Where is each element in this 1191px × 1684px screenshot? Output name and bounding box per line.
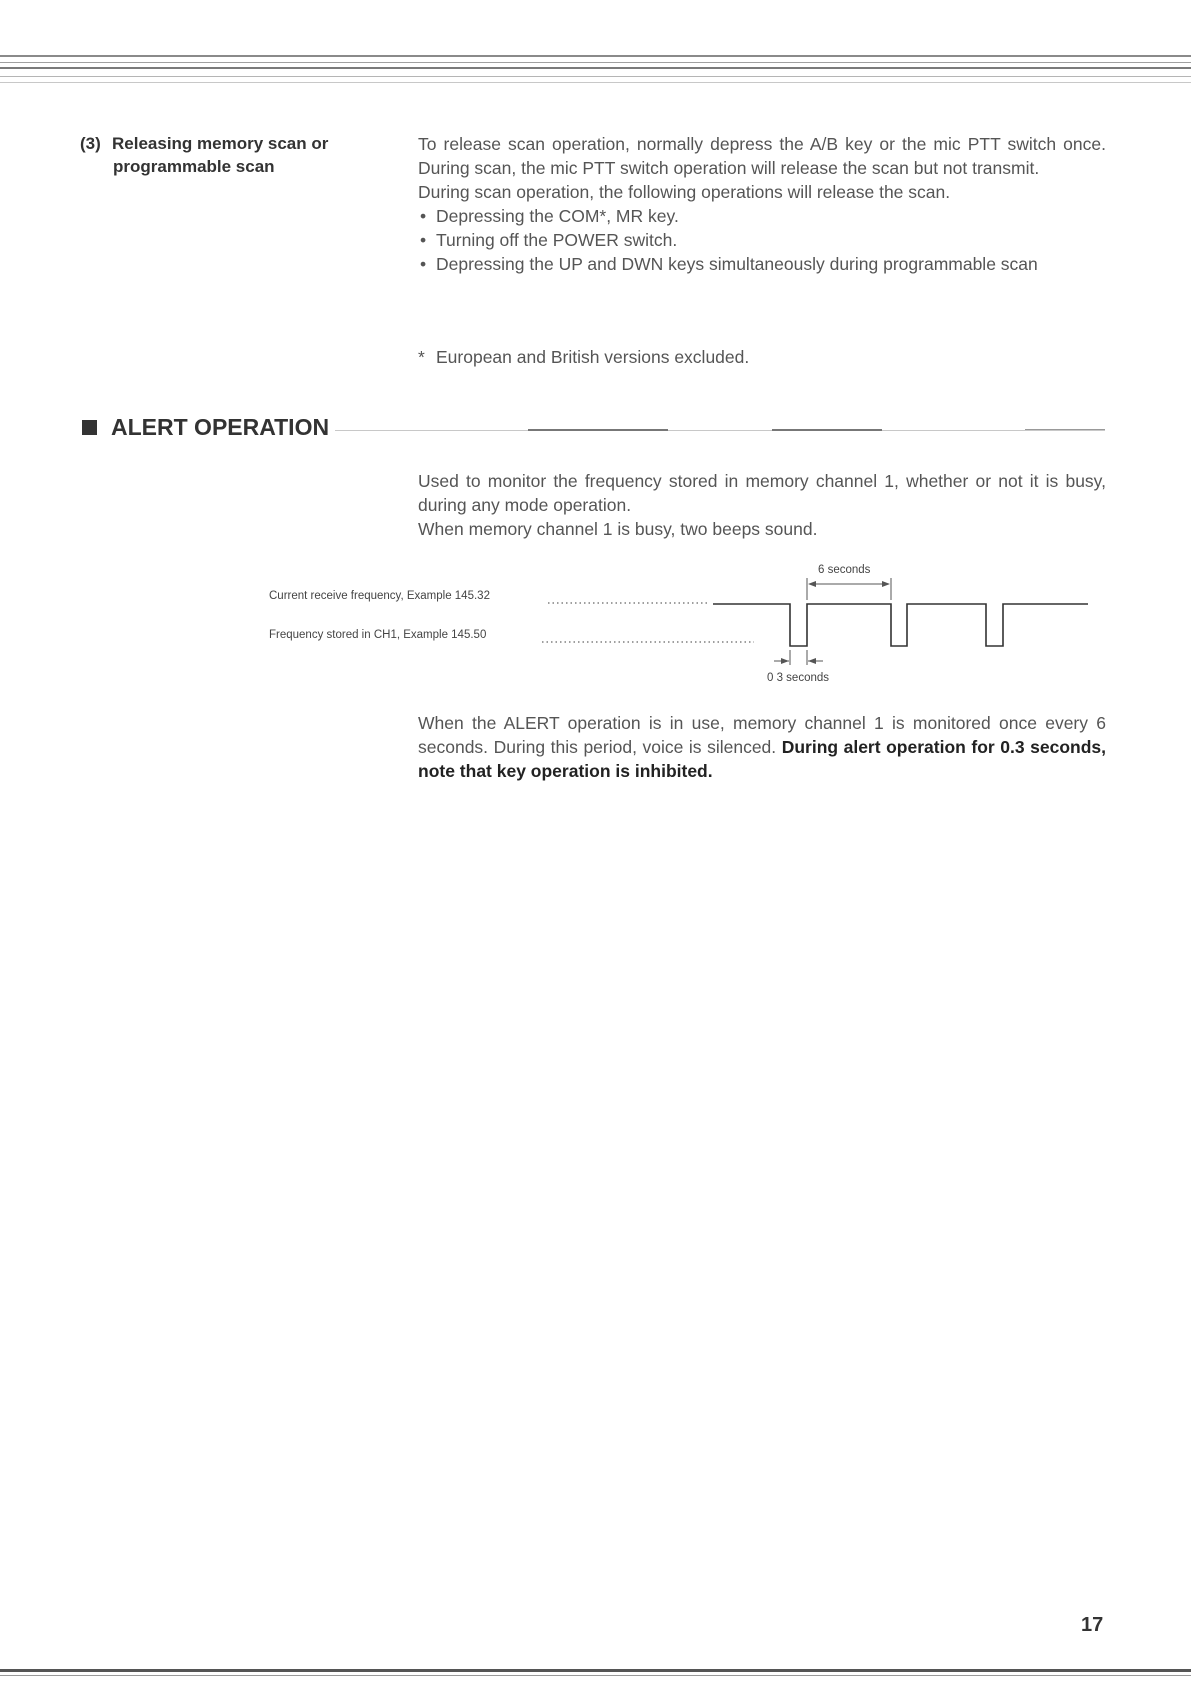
heading-line-2: programmable scan: [113, 157, 275, 176]
section-divider-accent: [772, 429, 882, 431]
square-bullet-icon: [82, 420, 97, 435]
section-number: (3): [80, 134, 101, 153]
period-label: 6 seconds: [818, 564, 871, 576]
alert-timing-diagram: [260, 558, 1120, 698]
page-number: 17: [1081, 1614, 1104, 1636]
current-frequency-label: Current receive frequency, Example 145.32: [269, 590, 490, 602]
alert-description-emphasis: During alert operation for 0.3 seconds, note that key operation is inhibited.: [418, 737, 1106, 781]
bullet-text: Depressing the UP and DWN keys simultaneously during programmable scan: [436, 254, 1038, 274]
bottom-rule: [0, 1675, 1191, 1676]
bullet-icon: •: [420, 206, 427, 226]
stored-frequency-label: Frequency stored in CH1, Example 145.50: [269, 629, 487, 641]
release-scan-body: [418, 132, 1106, 276]
bullet-icon: •: [420, 254, 427, 274]
alert-intro-paragraph-2: When memory channel 1 is busy, two beeps sound.: [418, 519, 818, 539]
footnote-marker: *: [418, 347, 425, 367]
arrowhead-icon: [882, 581, 890, 587]
alert-section-heading: [82, 414, 329, 441]
alert-intro-paragraph-1: Used to monitor the frequency stored in memory channel 1, whether or not it is busy, during any mode operation.: [418, 471, 1106, 515]
top-rule: [0, 62, 1191, 63]
alert-heading-text: ALERT OPERATION: [111, 414, 330, 440]
arrowhead-icon: [808, 658, 816, 664]
bullet-text: Turning off the POWER switch.: [436, 230, 678, 250]
bottom-rule: [0, 1669, 1191, 1672]
top-rule: [0, 82, 1191, 83]
bullet-text: Depressing the COM*, MR key.: [436, 206, 679, 226]
arrowhead-icon: [781, 658, 789, 664]
top-rule: [0, 67, 1191, 69]
release-scan-heading: [80, 132, 370, 178]
timing-waveform: [260, 558, 1120, 698]
footnote: [418, 347, 749, 368]
section-divider-accent: [1025, 429, 1105, 430]
section-divider: [335, 430, 1105, 431]
top-rule: [0, 55, 1191, 57]
alert-description-text: When the ALERT operation is in use, memory channel 1 is monitored once every 6 seconds. During this period, voice is silenced.: [418, 713, 1106, 757]
list-item: [418, 252, 1106, 276]
release-paragraph-2: During scan operation, the following operations will release the scan.: [418, 182, 951, 202]
release-paragraph-1: To release scan operation, normally depress the A/B key or the mic PTT switch once. During scan, the mic PTT switch operation will release the scan but not transmit.: [418, 134, 1106, 178]
waveform-line: [713, 604, 1088, 646]
alert-description: [418, 711, 1106, 783]
alert-intro: [418, 469, 1106, 541]
heading-line-1: Releasing memory scan or: [112, 134, 329, 153]
release-bullet-list: [418, 204, 1106, 276]
bullet-icon: •: [420, 230, 427, 250]
alert-description-paragraph: [418, 711, 1106, 783]
list-item: [418, 204, 1106, 228]
arrowhead-icon: [808, 581, 816, 587]
top-rule: [0, 76, 1191, 77]
list-item: [418, 228, 1106, 252]
section-divider-accent: [528, 429, 668, 431]
pulse-label: 0 3 seconds: [767, 672, 830, 684]
footnote-text: European and British versions excluded.: [436, 347, 750, 367]
